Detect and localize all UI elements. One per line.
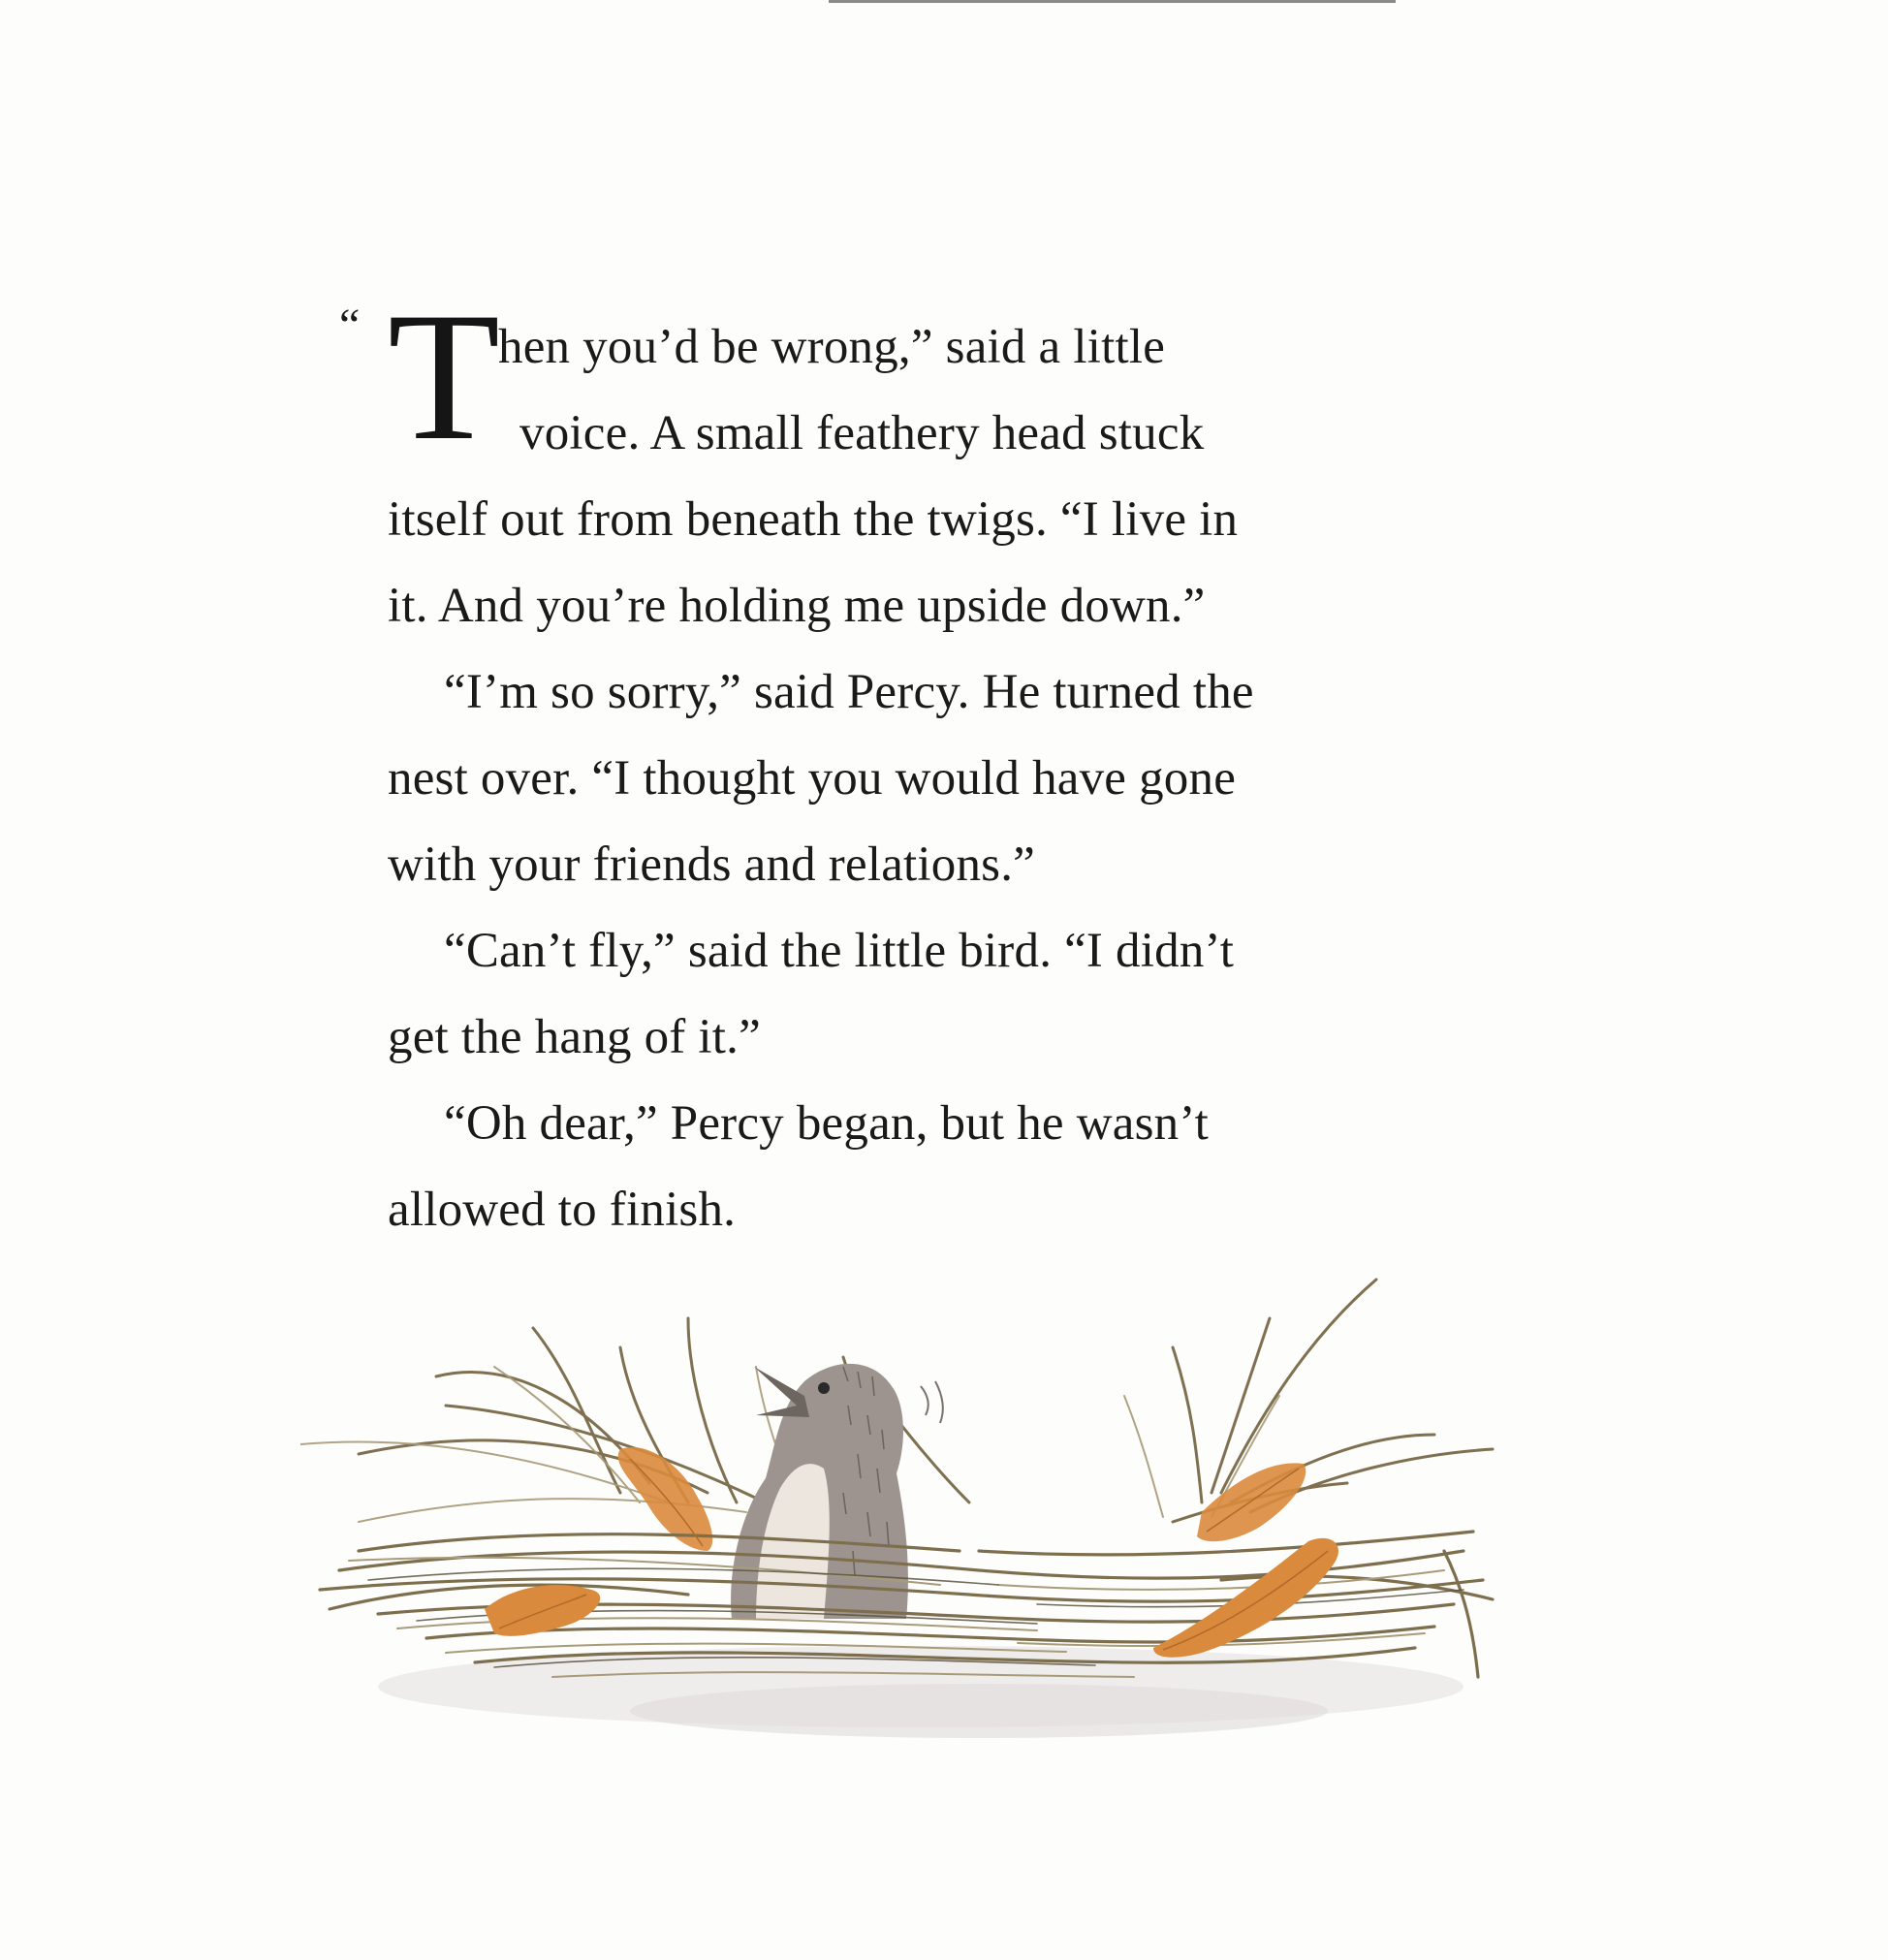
opening-quote-mark: “ <box>339 300 361 351</box>
bird-eye <box>818 1382 830 1394</box>
story-line: voice. A small feathery head stuck <box>519 406 1205 460</box>
story-line: allowed to finish. <box>388 1183 737 1237</box>
story-line: “I’m so sorry,” said Percy. He turned the <box>444 665 1254 719</box>
story-line: “Oh dear,” Percy began, but he wasn’t <box>444 1096 1209 1151</box>
scan-edge-line <box>829 0 1396 3</box>
nest-shadow-inner <box>630 1684 1328 1738</box>
story-line: it. And you’re holding me upside down.” <box>388 579 1206 633</box>
story-line: get the hang of it.” <box>388 1010 761 1064</box>
story-line: hen you’d be wrong,” said a little <box>498 320 1166 374</box>
story-line: with your friends and relations.” <box>388 838 1036 892</box>
bird-in-nest-illustration <box>300 1260 1512 1764</box>
nest-back-twigs <box>359 1280 1493 1522</box>
story-line: “Can’t fly,” said the little bird. “I didn’t <box>444 924 1235 978</box>
drop-cap: T <box>388 275 501 479</box>
story-line: nest over. “I thought you would have gone <box>388 751 1237 806</box>
story-line: itself out from beneath the twigs. “I live in <box>388 492 1239 547</box>
